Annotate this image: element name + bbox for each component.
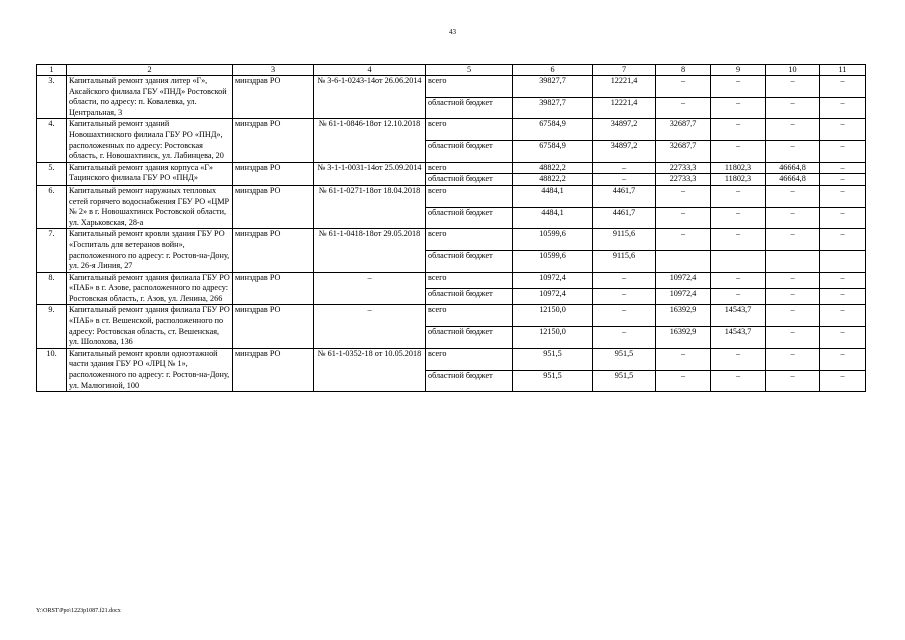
row-number: 7. (37, 229, 67, 272)
funding-label-regional: областной бюджет (426, 251, 513, 273)
amount-regional: – (766, 207, 820, 229)
amount-regional: – (656, 207, 711, 229)
amount-total: – (711, 185, 766, 207)
amount-regional: – (711, 97, 766, 119)
amount-total: – (820, 162, 866, 174)
project-name: Капитальный ремонт наружных тепловых сетей горячего водоснабжения ГБУ РО «ЦМР № 2» в г. Новошахтинск Ростовской области, ул. Харьковская, 28-а (67, 185, 233, 228)
amount-total: 4461,7 (593, 185, 656, 207)
amount-total: – (593, 272, 656, 288)
amount-total: – (820, 185, 866, 207)
amount-regional: 67584,9 (513, 141, 593, 163)
amount-regional: 9115,6 (593, 251, 656, 273)
amount-total: – (766, 119, 820, 141)
amount-regional: – (711, 141, 766, 163)
page-number: 43 (449, 28, 456, 36)
amount-total: 32687,7 (656, 119, 711, 141)
header-cell: 3 (233, 65, 314, 76)
amount-total: 48822,2 (513, 162, 593, 174)
amount-total: – (766, 305, 820, 327)
expertise-doc: № 3-6-1-0243-14от 26.06.2014 (314, 76, 426, 119)
header-cell: 6 (513, 65, 593, 76)
amount-total: – (820, 272, 866, 288)
funding-label-total: всего (426, 185, 513, 207)
amount-regional: – (656, 97, 711, 119)
amount-regional: 11802,3 (711, 174, 766, 186)
amount-regional: – (766, 97, 820, 119)
amount-total: 10599,6 (513, 229, 593, 251)
table-row (37, 119, 866, 141)
amount-total: – (766, 185, 820, 207)
amount-total: – (711, 272, 766, 288)
funding-label-regional: областной бюджет (426, 327, 513, 349)
amount-total: 14543,7 (711, 305, 766, 327)
project-name: Капитальный ремонт здания литер «Г», Аксайского филиала ГБУ «ПНД» Ростовской области, по адресу: п. Ковалевка, ул. Центральная, 3 (67, 76, 233, 119)
funding-label-regional: областной бюджет (426, 207, 513, 229)
amount-total: 10972,4 (656, 272, 711, 288)
amount-regional: 32687,7 (656, 141, 711, 163)
amount-regional: – (593, 289, 656, 305)
amount-regional: 39827,7 (513, 97, 593, 119)
amount-total: – (656, 348, 711, 370)
header-cell: 5 (426, 65, 513, 76)
amount-regional: 16392,9 (656, 327, 711, 349)
amount-regional: 12150,0 (513, 327, 593, 349)
funding-label-regional: областной бюджет (426, 174, 513, 186)
amount-total: – (656, 229, 711, 251)
amount-total: 951,5 (593, 348, 656, 370)
amount-total: – (711, 119, 766, 141)
header-cell: 4 (314, 65, 426, 76)
amount-total: – (766, 348, 820, 370)
amount-total: 11802,3 (711, 162, 766, 174)
responsible-org: минздрав РО (233, 185, 314, 228)
responsible-org: минздрав РО (233, 229, 314, 272)
amount-total: – (766, 229, 820, 251)
project-name: Капитальный ремонт кровли здания ГБУ РО «Госпиталь для ветеранов войн», расположенного по адресу: г. Ростов-на-Дону, ул. 26-я Линия, 27 (67, 229, 233, 272)
amount-regional: – (820, 97, 866, 119)
amount-total: – (711, 229, 766, 251)
amount-total: 39827,7 (513, 76, 593, 98)
amount-total: – (593, 162, 656, 174)
amount-regional: 951,5 (593, 370, 656, 392)
header-cell: 1 (37, 65, 67, 76)
amount-regional: 951,5 (513, 370, 593, 392)
row-number: 6. (37, 185, 67, 228)
amount-regional: – (766, 289, 820, 305)
amount-total: – (820, 305, 866, 327)
table-row (37, 348, 866, 370)
row-number: 10. (37, 348, 67, 391)
amount-regional: 22733,3 (656, 174, 711, 186)
table-row (37, 305, 866, 327)
amount-regional: 46664,8 (766, 174, 820, 186)
budget-table (36, 64, 866, 392)
amount-total: 16392,9 (656, 305, 711, 327)
funding-label-total: всего (426, 229, 513, 251)
funding-label-regional: областной бюджет (426, 289, 513, 305)
amount-total: – (711, 76, 766, 98)
amount-regional: 48822,2 (513, 174, 593, 186)
funding-label-regional: областной бюджет (426, 97, 513, 119)
amount-total: 46664,8 (766, 162, 820, 174)
amount-total: – (656, 185, 711, 207)
amount-regional: – (711, 207, 766, 229)
header-cell: 9 (711, 65, 766, 76)
amount-total: – (766, 76, 820, 98)
responsible-org: минздрав РО (233, 348, 314, 391)
funding-label-total: всего (426, 348, 513, 370)
project-name: Капитальный ремонт здания корпуса «Г» Тацинского филиала ГБУ РО «ПНД» (67, 162, 233, 185)
amount-regional: – (766, 327, 820, 349)
amount-regional: 14543,7 (711, 327, 766, 349)
expertise-doc: – (314, 272, 426, 305)
amount-regional: – (820, 207, 866, 229)
funding-label-total: всего (426, 119, 513, 141)
amount-total: – (820, 348, 866, 370)
amount-total: 34897,2 (593, 119, 656, 141)
responsible-org: минздрав РО (233, 162, 314, 185)
funding-label-regional: областной бюджет (426, 141, 513, 163)
amount-regional: – (820, 174, 866, 186)
table-row (37, 76, 866, 98)
row-number: 9. (37, 305, 67, 348)
funding-label-total: всего (426, 76, 513, 98)
expertise-doc: № 61-1-0418-18от 29.05.2018 (314, 229, 426, 272)
amount-total: 951,5 (513, 348, 593, 370)
amount-regional: 10972,4 (656, 289, 711, 305)
amount-regional: – (820, 327, 866, 349)
table-body (37, 76, 866, 392)
amount-regional (656, 251, 711, 273)
table-row (37, 272, 866, 288)
header-cell: 8 (656, 65, 711, 76)
responsible-org: минздрав РО (233, 76, 314, 119)
amount-regional: 10599,6 (513, 251, 593, 273)
expertise-doc: № 3-1-1-0031-14от 25.09.2014 (314, 162, 426, 185)
amount-total: – (656, 76, 711, 98)
amount-regional: – (656, 370, 711, 392)
amount-regional (766, 251, 820, 273)
amount-total: 12150,0 (513, 305, 593, 327)
amount-total: – (593, 305, 656, 327)
project-name: Капитальный ремонт здания филиала ГБУ РО «ПАБ» в г. Азове, расположенного по адресу: Ростовская область, г. Азов, ул. Ленина, 266 (67, 272, 233, 305)
amount-regional: – (593, 327, 656, 349)
amount-regional: – (766, 141, 820, 163)
amount-regional: 12221,4 (593, 97, 656, 119)
funding-label-regional: областной бюджет (426, 370, 513, 392)
expertise-doc: – (314, 305, 426, 348)
expertise-doc: № 61-1-0271-18от 18.04.2018 (314, 185, 426, 228)
amount-total: 67584,9 (513, 119, 593, 141)
header-cell: 2 (67, 65, 233, 76)
file-path: Y:\ORST\Ppo\1223p1087.f21.docx (36, 608, 121, 614)
amount-regional (711, 251, 766, 273)
amount-regional: 10972,4 (513, 289, 593, 305)
table-row (37, 185, 866, 207)
project-name: Капитальный ремонт здания филиала ГБУ РО «ПАБ» в ст. Вешенской, расположенного по адресу: Ростовская область, ст. Вешенская, ул. Шолохова, 136 (67, 305, 233, 348)
funding-label-total: всего (426, 272, 513, 288)
amount-total: – (820, 76, 866, 98)
amount-total: – (766, 272, 820, 288)
amount-regional: – (766, 370, 820, 392)
amount-total: 10972,4 (513, 272, 593, 288)
row-number: 4. (37, 119, 67, 162)
amount-total: 4484,1 (513, 185, 593, 207)
responsible-org: минздрав РО (233, 272, 314, 305)
amount-regional (820, 251, 866, 273)
amount-regional: – (593, 174, 656, 186)
amount-total: 12221,4 (593, 76, 656, 98)
amount-regional: – (820, 370, 866, 392)
header-cell: 11 (820, 65, 866, 76)
expertise-doc: № 61-1-0846-18от 12.10.2018 (314, 119, 426, 162)
amount-total: – (820, 119, 866, 141)
amount-regional: – (711, 289, 766, 305)
amount-regional: – (711, 370, 766, 392)
table-row (37, 162, 866, 174)
project-name: Капитальный ремонт зданий Новошахтинского филиала ГБУ РО «ПНД», расположенных по адресу: Ростовская область, г. Новошахтинск, ул. Лабинцева, 20 (67, 119, 233, 162)
amount-total: – (711, 348, 766, 370)
amount-regional: 4484,1 (513, 207, 593, 229)
header-cell: 7 (593, 65, 656, 76)
amount-total: – (820, 229, 866, 251)
amount-total: 22733,3 (656, 162, 711, 174)
amount-regional: – (820, 289, 866, 305)
row-number: 8. (37, 272, 67, 305)
row-number: 5. (37, 162, 67, 185)
amount-regional: 4461,7 (593, 207, 656, 229)
funding-label-total: всего (426, 305, 513, 327)
header-row (37, 65, 866, 76)
expertise-doc: № 61-1-0352-18 от 10.05.2018 (314, 348, 426, 391)
amount-regional: 34897,2 (593, 141, 656, 163)
responsible-org: минздрав РО (233, 119, 314, 162)
responsible-org: минздрав РО (233, 305, 314, 348)
row-number: 3. (37, 76, 67, 119)
table-row (37, 229, 866, 251)
project-name: Капитальный ремонт кровли одноэтажной части здания ГБУ РО «ЛРЦ № 1», расположенного по адресу: г. Ростов-на-Дону, ул. Малюгиной, 100 (67, 348, 233, 391)
header-cell: 10 (766, 65, 820, 76)
amount-total: 9115,6 (593, 229, 656, 251)
amount-regional: – (820, 141, 866, 163)
funding-label-total: всего (426, 162, 513, 174)
